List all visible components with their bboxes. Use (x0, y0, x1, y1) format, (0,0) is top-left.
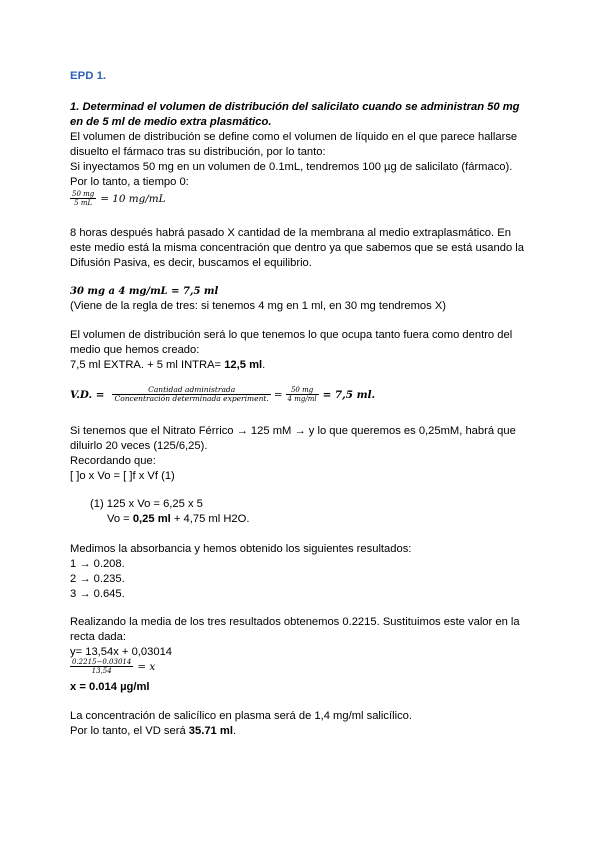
fraction-numerator: 50 mg (72, 190, 95, 198)
conclusion-line (70, 724, 236, 739)
absorbance-result: 1 → 0.208. (70, 558, 125, 570)
result-line: x = 0.014 µg/ml (70, 681, 150, 693)
fraction (286, 386, 319, 403)
fraction-denominator: 13,54 (70, 666, 133, 675)
paragraph-line: Difusión Pasiva, es decir, buscamos el equilibrio. (70, 257, 312, 269)
paragraph-line: (Viene de la regla de tres: si tenemos 4 mg en 1 ml, en 30 mg tendremos X) (70, 300, 447, 312)
conclusion-text: . (232, 725, 237, 737)
paragraph-line: disuelto el fármaco tras su distribución, por lo tanto: (70, 146, 326, 158)
calc-text: Vo = (107, 513, 133, 525)
equation-rhs: = x (137, 660, 156, 673)
volume-sum (70, 358, 265, 373)
section-heading: EPD 1. (70, 70, 107, 82)
question-line-2: en de 5 ml de medio extra plasmático. (70, 116, 272, 128)
equation-vd (70, 386, 375, 403)
calc-result: 0,25 ml (132, 513, 171, 525)
calculation-line-2 (107, 512, 249, 527)
fraction-denominator: 4 mg/ml (287, 395, 317, 403)
paragraph-line: El volumen de distribución será lo que tenemos lo que ocupa tanto fuera como dentro del (70, 329, 513, 341)
paragraph-line: medio que hemos creado: (70, 344, 200, 356)
fraction-numerator: 0.2215−0.03014 (72, 658, 132, 666)
fraction (70, 658, 133, 675)
equation-volume: 30 mg a 4 mg/mL = 7,5 ml (70, 286, 219, 297)
absorbance-result: 2 → 0.235. (70, 573, 125, 585)
fraction (112, 386, 270, 403)
paragraph-line: diluirlo 20 veces (125/6,25). (70, 440, 208, 452)
equals-sign: = (273, 388, 283, 401)
paragraph-line: [ ]o x Vo = [ ]f x Vf (1) (70, 470, 175, 482)
paragraph-line: 8 horas después habrá pasado X cantidad de la membrana al medio extraplasmático. En (70, 227, 511, 239)
paragraph-line: recta dada: (70, 631, 126, 643)
paragraph-line: El volumen de distribución se define como el volumen de líquido en el que parece hallarse (70, 131, 518, 143)
paragraph-line: Si tenemos que el Nitrato Férrico → 125 mM → y lo que queremos es 0,25mM, habrá que (70, 425, 516, 437)
conclusion-value: 35.71 ml (188, 725, 233, 737)
fraction-numerator: 50 mg (290, 386, 314, 394)
absorbance-result: 3 → 0.645. (70, 588, 125, 600)
fraction-denominator: 5 mL (70, 198, 96, 207)
volume-sum-text: 7,5 ml EXTRA. + 5 ml INTRA= (70, 359, 225, 371)
paragraph-line: Por lo tanto, a tiempo 0: (70, 176, 189, 188)
volume-sum-end: . (262, 359, 266, 371)
equation-rhs: = 10 mg/mL (100, 192, 166, 205)
equation-concentration (70, 190, 166, 207)
fraction (70, 190, 96, 207)
fraction-denominator: Concentración determinada experiment. (114, 394, 269, 403)
regression-equation: y= 13,54x + 0,03014 (70, 646, 173, 658)
paragraph-line: La concentración de salicílico en plasma será de 1,4 mg/ml salicílico. (70, 710, 413, 722)
paragraph-line: Realizando la media de los tres resultados obtenemos 0.2215. Sustituimos este valor en la (70, 616, 520, 628)
paragraph-line: Recordando que: (70, 455, 156, 467)
calculation-line-1: (1) 125 x Vo = 6,25 x 5 (90, 498, 203, 510)
paragraph-line: este medio está la misma concentración que dentro ya que sabemos que se está usando la (70, 242, 524, 254)
fraction-numerator: Cantidad administrada (148, 385, 236, 394)
question-line-1: 1. Determinad el volumen de distribución del salicilato cuando se administran 50 mg (70, 101, 520, 113)
equation-rhs: = 7,5 ml. (322, 388, 376, 401)
volume-sum-total: 12,5 ml (224, 359, 263, 371)
calc-text: + 4,75 ml H2O. (170, 513, 250, 525)
paragraph-line: Si inyectamos 50 mg en un volumen de 0.1mL, tendremos 100 µg de salicilato (fármaco). (70, 161, 513, 173)
paragraph-line: Medimos la absorbancia y hemos obtenido los siguientes resultados: (70, 543, 412, 555)
equation-lhs: V.D. = (70, 388, 105, 401)
equation-solve-x (70, 658, 155, 675)
conclusion-text: Por lo tanto, el VD será (70, 725, 189, 737)
